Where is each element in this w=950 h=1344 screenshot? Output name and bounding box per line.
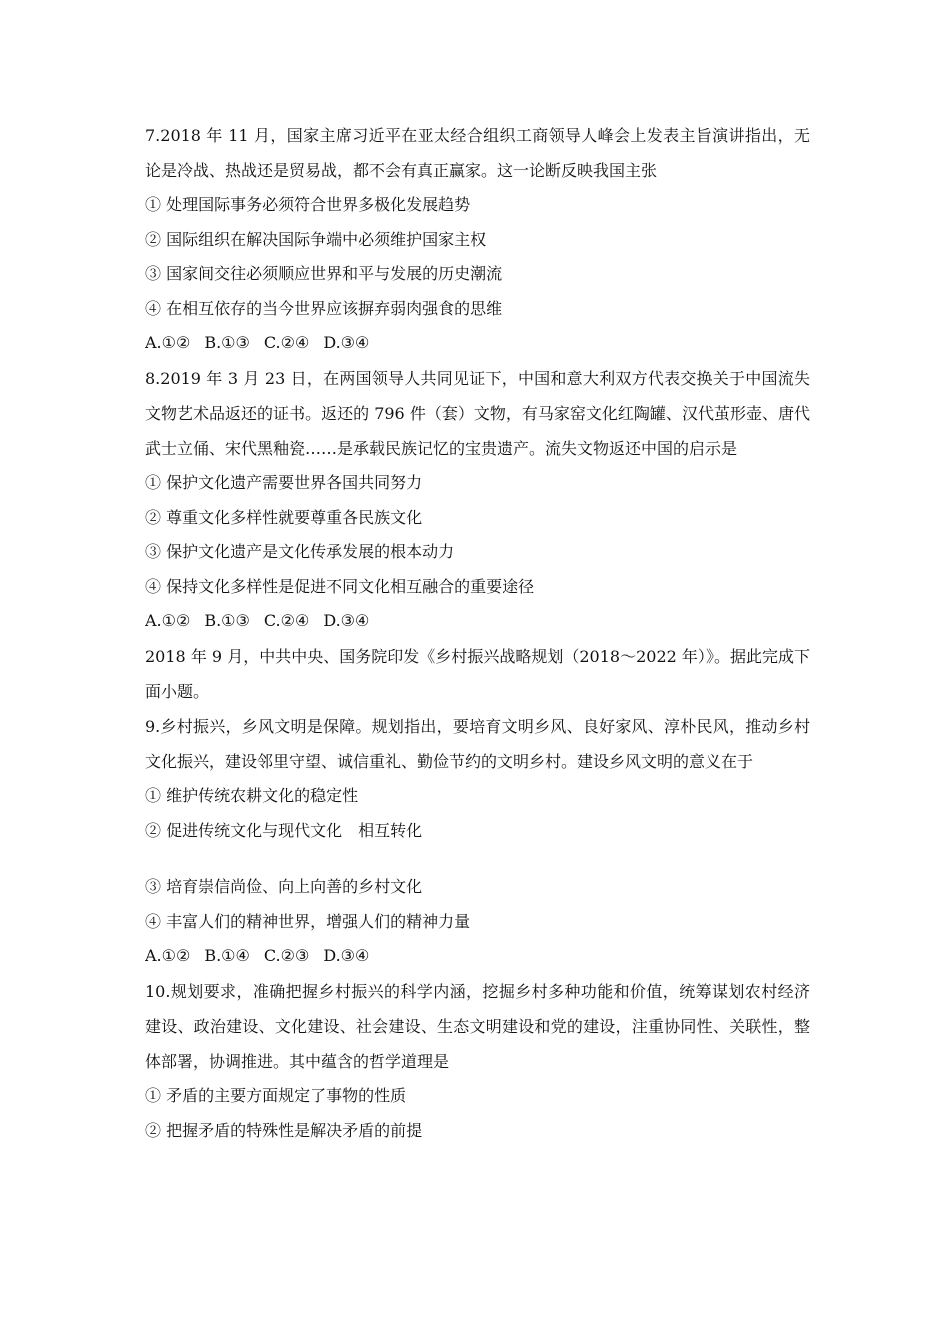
question-9-option-2: ② 促进传统文化与现代文化 相互转化 — [145, 820, 423, 840]
question-7 — [145, 118, 810, 361]
question-7-option-2: ② 国际组织在解决国际争端中必须维护国家主权 — [145, 229, 487, 249]
question-9-option-3: ③ 培育崇信尚俭、向上向善的乡村文化 — [145, 877, 423, 897]
question-8-option-4: ④ 保持文化多样性是促进不同文化相互融合的重要途径 — [145, 576, 535, 596]
question-7-option-4: ④ 在相互依存的当今世界应该摒弃弱肉强食的思维 — [145, 298, 503, 318]
spacer — [145, 848, 810, 870]
question-7-option-1: ① 处理国际事务必须符合世界多极化发展趋势 — [145, 195, 471, 214]
answer-b: B.①④ — [204, 946, 250, 966]
answer-d: D.③④ — [323, 946, 370, 966]
answer-a: A.①② — [145, 946, 191, 966]
question-10 — [145, 974, 810, 1148]
answer-d: D.③④ — [323, 611, 370, 631]
question-10-stem: 10.规划要求，准确把握乡村振兴的科学内涵，挖掘乡村多种功能和价值，统筹谋划农村经济建设、政治建设、文化建设、社会建设、生态文明建设和党的建设，注重协同性、关联性，整体部署，协调推进。其中蕴含的哲学道理是 — [145, 981, 810, 1071]
question-9-option-4: ④ 丰富人们的精神世界，增强人们的精神力量 — [145, 911, 471, 931]
question-7-stem: 7.2018 年 11 月，国家主席习近平在亚太经合组织工商领导人峰会上发表主旨演讲指出，无论是冷战、热战还是贸易战，都不会有真正赢家。这一论断反映我国主张 — [145, 126, 810, 180]
question-9 — [145, 709, 810, 974]
question-7-option-3: ③ 国家间交往必须顺应世界和平与发展的历史潮流 — [145, 264, 503, 284]
question-9-stem: 9.乡村振兴，乡风文明是保障。规划指出，要培育文明乡风、良好家风、淳朴民风，推动乡村文化振兴，建设邻里守望、诚信重礼、勤俭节约的文明乡村。建设乡风文明的意义在于 — [145, 716, 810, 771]
question-9-option-1: ① 维护传统农耕文化的稳定性 — [145, 785, 359, 805]
answer-c: C.②④ — [263, 333, 310, 353]
document-page — [145, 118, 810, 1148]
answer-a: A.①② — [145, 333, 191, 353]
question-8-option-2: ② 尊重文化多样性就要尊重各民族文化 — [145, 507, 423, 527]
question-8-stem: 8.2019 年 3 月 23 日，在两国领导人共同见证下，中国和意大利双方代表交换关于中国流失文物艺术品返还的证书。返还的 796 件（套）文物，有马家窑文化红陶罐、汉代茧形壶、唐代武士立俑、宋代黑釉瓷……是承载民族记忆的宝贵遗产。流失文物返还中国的启示是 — [145, 368, 810, 458]
section-intro: 2018 年 9 月，中共中央、国务院印发《乡村振兴战略规划（2018～2022 年）》。据此完成下面小题。 — [145, 646, 810, 701]
answer-c: C.②③ — [263, 946, 310, 966]
answer-b: B.①③ — [204, 611, 250, 631]
question-10-option-1: ① 矛盾的主要方面规定了事物的性质 — [145, 1085, 407, 1105]
question-8-option-1: ① 保护文化遗产需要世界各国共同努力 — [145, 472, 423, 492]
answer-d: D.③④ — [323, 333, 370, 353]
question-7-answers — [145, 326, 810, 361]
question-8 — [145, 361, 810, 639]
question-8-option-3: ③ 保护文化遗产是文化传承发展的根本动力 — [145, 542, 455, 562]
answer-c: C.②④ — [263, 611, 310, 631]
answer-a: A.①② — [145, 611, 191, 631]
question-10-option-2: ② 把握矛盾的特殊性是解决矛盾的前提 — [145, 1120, 423, 1140]
question-9-answers — [145, 939, 810, 974]
answer-b: B.①③ — [204, 333, 250, 353]
question-8-answers — [145, 604, 810, 639]
